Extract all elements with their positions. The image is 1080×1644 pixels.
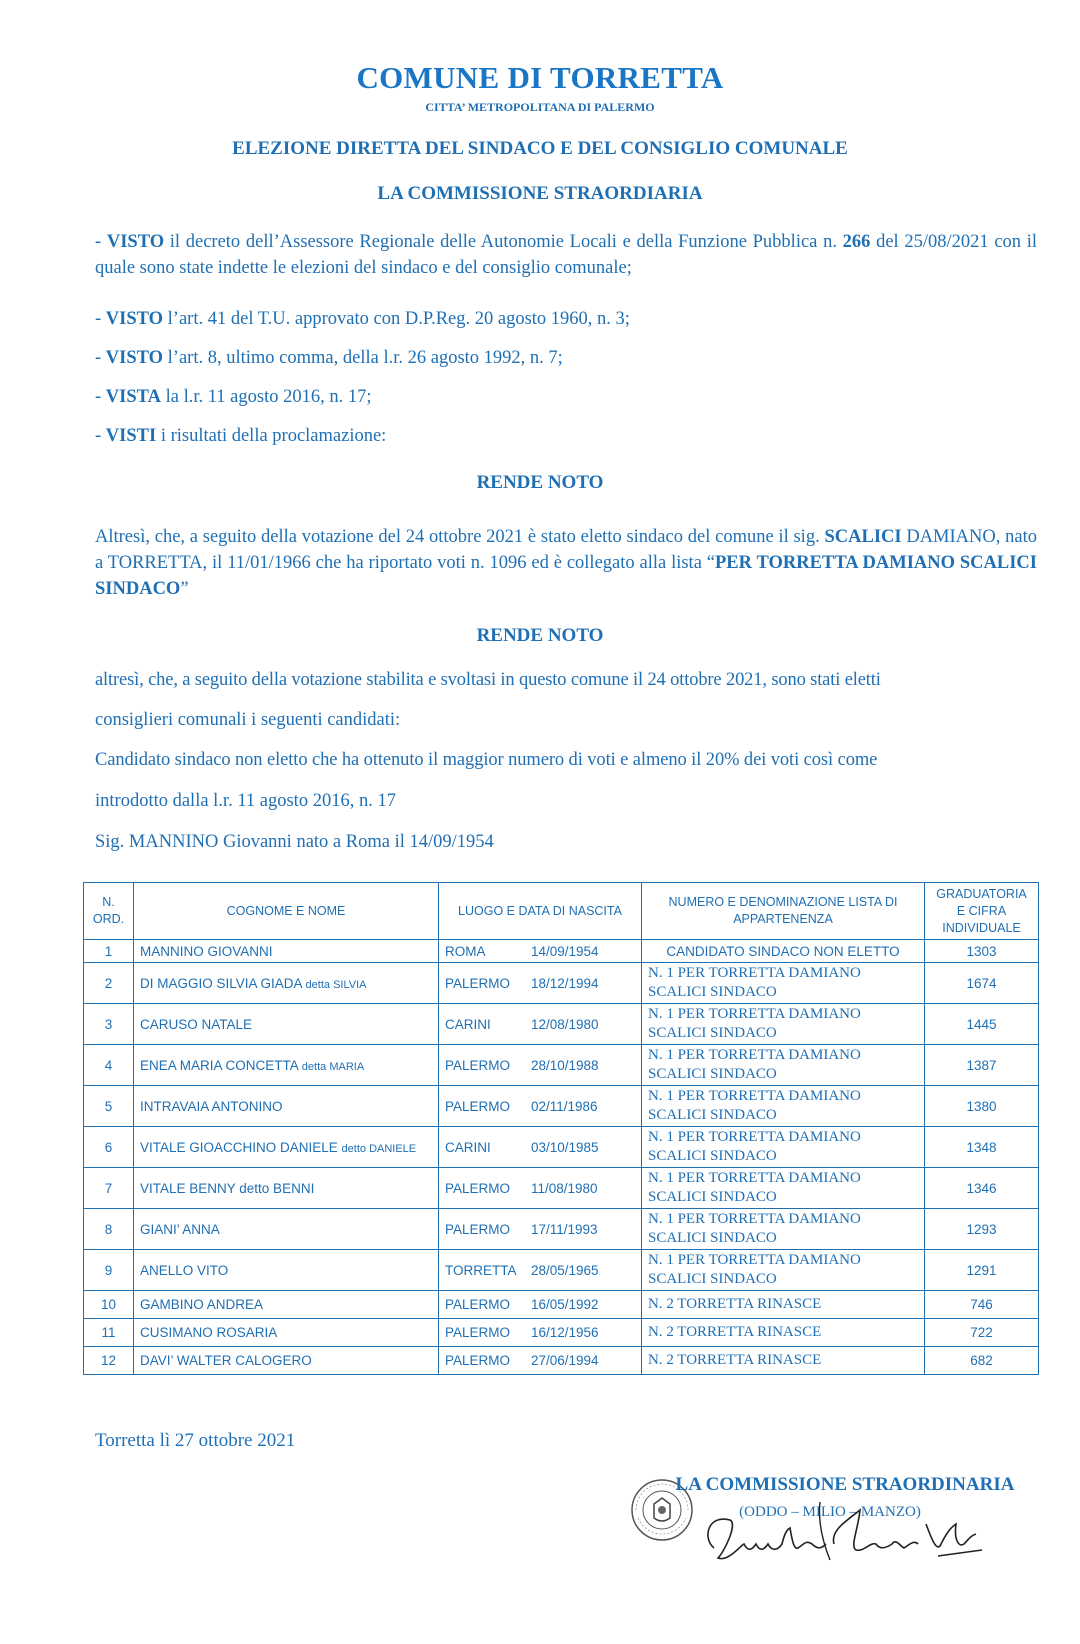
table-header-row [84,883,1039,940]
page-subtitle: CITTA’ METROPOLITANA DI PALERMO [425,100,655,114]
signatory-names: (ODDO – MILIO – MANZO) [739,1504,921,1520]
premise-decree: - VISTO il decreto dell’Assessore Regionale delle Autonomie Locali e della Funzione Pubblica n. 266 del 25/08/2021 con il quale sono state indette le elezioni del sindaco e del consiglio comunale; [95,232,1037,278]
premise-results: - VISTI i risultati della proclamazione: [95,426,387,446]
rende-noto-heading-2: RENDE NOTO [476,625,604,646]
table-row: 2 DI MAGGIO SILVIA GIADA detta SILVIA PALERMO 18/12/1994 N. 1 PER TORRETTA DAMIANO SCALICI SINDACO 1674 [84,963,1039,1004]
table-row: 12 DAVI’ WALTER CALOGERO PALERMO 27/06/1994 N. 2 TORRETTA RINASCE 682 [84,1347,1039,1375]
handwritten-signature-icon [700,1500,990,1580]
election-heading: ELEZIONE DIRETTA DEL SINDACO E DEL CONSIGLIO COMUNALE [232,138,848,159]
table-row: 9 ANELLO VITO TORRETTA 28/05/1965 N. 1 PER TORRETTA DAMIANO SCALICI SINDACO 1291 [84,1250,1039,1291]
table-row: 10 GAMBINO ANDREA PALERMO 16/05/1992 N. 2 TORRETTA RINASCE 746 [84,1291,1039,1319]
signatory-title: LA COMMISSIONE STRAORDINARIA [675,1474,1015,1495]
header-score: GRADUATORIA E CIFRA INDIVIDUALE [925,883,1039,940]
table-row: 8 GIANI’ ANNA PALERMO 17/11/1993 N. 1 PER TORRETTA DAMIANO SCALICI SINDACO 1293 [84,1209,1039,1250]
elected-councillors-table [83,882,1039,1375]
mayor-paragraph: Altresì, che, a seguito della votazione del 24 ottobre 2021 è stato eletto sindaco del comune il sig. SCALICI DAMIANO, nato a TORRETTA, il 11/01/1966 che ha riportato voti n. 1096 ed è collegato alla lista “PER TORRETTA DAMIANO SCALICI SINDACO” [95,527,1037,599]
table-row: 7 VITALE BENNY detto BENNI PALERMO 11/08/1980 N. 1 PER TORRETTA DAMIANO SCALICI SINDACO 1346 [84,1168,1039,1209]
header-ord: N. ORD. [84,883,134,940]
premise-lr-1992: - VISTO l’art. 8, ultimo comma, della l.r. 26 agosto 1992, n. 7; [95,348,563,368]
table-row: 1 MANNINO GIOVANNI ROMA 14/09/1954 CANDIDATO SINDACO NON ELETTO 1303 [84,940,1039,963]
council-line: Candidato sindaco non eletto che ha ottenuto il maggior numero di voti e almeno il 20% dei voti così come [95,750,878,770]
premise-keyword: VISTO [106,232,165,252]
commission-heading: LA COMMISSIONE STRAORDIARIA [377,183,703,204]
table-row: 5 INTRAVAIA ANTONINO PALERMO 02/11/1986 N. 1 PER TORRETTA DAMIANO SCALICI SINDACO 1380 [84,1086,1039,1127]
council-line: Sig. MANNINO Giovanni nato a Roma il 14/09/1954 [95,832,494,852]
header-birth: LUOGO E DATA DI NASCITA [439,883,642,940]
table-row: 11 CUSIMANO ROSARIA PALERMO 16/12/1956 N. 2 TORRETTA RINASCE 722 [84,1319,1039,1347]
page-title: COMUNE DI TORRETTA [356,60,724,95]
table-row: 6 VITALE GIOACCHINO DANIELE detto DANIELE CARINI 03/10/1985 N. 1 PER TORRETTA DAMIANO SCALICI SINDACO 1348 [84,1127,1039,1168]
premise-tu: - VISTO l’art. 41 del T.U. approvato con D.P.Reg. 20 agosto 1960, n. 3; [95,309,630,329]
rende-noto-heading-1: RENDE NOTO [476,472,604,493]
header-list: NUMERO E DENOMINAZIONE LISTA DI APPARTENENZA [642,883,925,940]
table-row: 4 ENEA MARIA CONCETTA detta MARIA PALERMO 28/10/1988 N. 1 PER TORRETTA DAMIANO SCALICI SINDACO 1387 [84,1045,1039,1086]
header-name: COGNOME E NOME [134,883,439,940]
premise-lr-2016: - VISTA la l.r. 11 agosto 2016, n. 17; [95,387,372,407]
council-line: consiglieri comunali i seguenti candidati: [95,710,401,730]
council-line: introdotto dalla l.r. 11 agosto 2016, n. 17 [95,791,396,811]
table-row: 3 CARUSO NATALE CARINI 12/08/1980 N. 1 PER TORRETTA DAMIANO SCALICI SINDACO 1445 [84,1004,1039,1045]
document-date: Torretta lì 27 ottobre 2021 [95,1430,296,1451]
council-line: altresì, che, a seguito della votazione stabilita e svoltasi in questo comune il 24 ottobre 2021, sono stati eletti [95,670,881,690]
